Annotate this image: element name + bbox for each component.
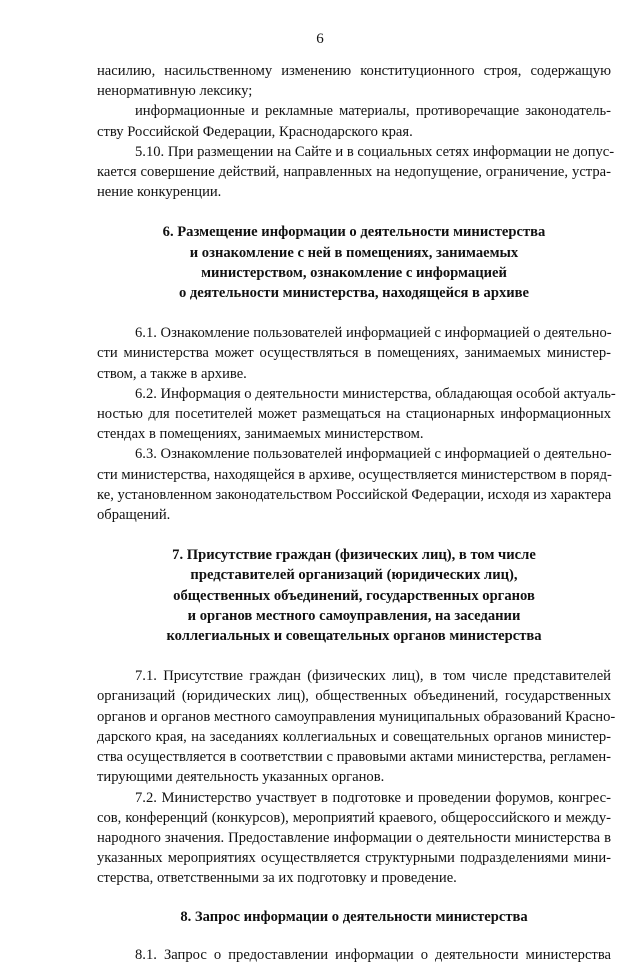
paragraph-line: насилию, насильственному изменению конституционного строя, содержащую — [97, 63, 611, 79]
paragraph-line: сти министерства, находящейся в архиве, осуществляется министерством в поряд- — [97, 466, 612, 483]
heading-line: 6. Размещение информации о деятельности министерства — [162, 224, 546, 241]
heading-line: и органов местного самоуправления, на заседании — [187, 607, 521, 624]
paragraph-line: обращений. — [97, 507, 171, 524]
paragraph-line: сти министерства может осуществляться в помещениях, занимаемых министер- — [97, 345, 611, 362]
paragraph-line: кается совершение действий, направленных на недопущение, ограничение, устра- — [97, 164, 611, 181]
heading-line: 8. Запрос информации о деятельности министерства — [180, 908, 528, 925]
section-6-body — [97, 323, 616, 525]
section-7-heading — [97, 545, 611, 646]
section-7-body — [97, 666, 616, 888]
paragraph-line: 7.1. Присутствие граждан (физических лиц), в том числе представителей — [135, 668, 611, 685]
paragraph-line: стерства, ответственными за их подготовку и проведение. — [97, 870, 457, 887]
paragraph-line: нение конкуренции. — [97, 184, 222, 201]
paragraph-line: народного значения. Предоставление информации о деятельности министерства в — [97, 829, 611, 846]
paragraph-line: 7.2. Министерство участвует в подготовке и проведении форумов, конгрес- — [135, 789, 611, 806]
paragraph-line: 6.2. Информация о деятельности министерства, обладающая особой актуаль- — [135, 385, 616, 402]
heading-line: 7. Присутствие граждан (физических лиц), в том числе — [172, 547, 536, 564]
heading-line: представителей организаций (юридических лиц), — [190, 567, 518, 584]
section-8-body — [97, 945, 611, 965]
paragraph-line: 6.1. Ознакомление пользователей информацией с информацией о деятельно- — [135, 325, 612, 342]
paragraph-line: тирующими деятельность указанных органов. — [97, 769, 385, 786]
paragraph-line: 6.3. Ознакомление пользователей информацией с информацией о деятельно- — [135, 446, 612, 463]
paragraph-line: сов, конференций (конкурсов), мероприятий краевого, общероссийского и между- — [97, 809, 611, 826]
paragraph-line: органов и органов местного самоуправления муниципальных образований Красно- — [97, 708, 616, 725]
paragraph-line: указанных мероприятиях осуществляется структурными подразделениями мини- — [97, 850, 611, 867]
section-8-heading — [97, 907, 611, 927]
heading-line: о деятельности министерства, находящейся в архиве — [178, 285, 530, 302]
paragraph-line: ностью для посетителей может размещаться на стационарных информационных — [97, 406, 611, 423]
section-6-heading — [97, 222, 611, 303]
page-number: 6 — [316, 31, 324, 47]
section-5-continuation — [97, 61, 615, 202]
paragraph-line: ству Российской Федерации, Краснодарского края. — [97, 123, 413, 140]
paragraph-line: 8.1. Запрос о предоставлении информации о деятельности министерства — [135, 946, 611, 963]
paragraph-line: стендах в помещениях, занимаемых министерством. — [97, 426, 424, 443]
paragraph-line: ства осуществляется в соответствии с правовыми актами министерства, регламен- — [97, 749, 611, 766]
paragraph-line: 5.10. При размещении на Сайте и в социальных сетях информации не допус- — [135, 143, 615, 160]
heading-line: коллегиальных и совещательных органов министерства — [166, 628, 542, 645]
paragraph-line: организаций (юридических лиц), общественных объединений, государственных — [97, 688, 611, 705]
heading-line: общественных объединений, государственных органов — [173, 587, 535, 604]
heading-line: и ознакомление с ней в помещениях, занимаемых — [189, 244, 519, 261]
paragraph-line: дарского края, на заседаниях коллегиальных и совещательных органов министер- — [97, 728, 611, 745]
paragraph-line: ненормативную лексику; — [97, 83, 253, 100]
paragraph-line: ке, установленном законодательством Российской Федерации, исходя из характера — [97, 486, 612, 503]
heading-line: министерством, ознакомление с информацией — [201, 264, 507, 281]
paragraph-line: информационные и рекламные материалы, противоречащие законодатель- — [135, 103, 611, 120]
paragraph-line: ством, а также в архиве. — [97, 365, 247, 382]
document-body — [97, 61, 616, 965]
